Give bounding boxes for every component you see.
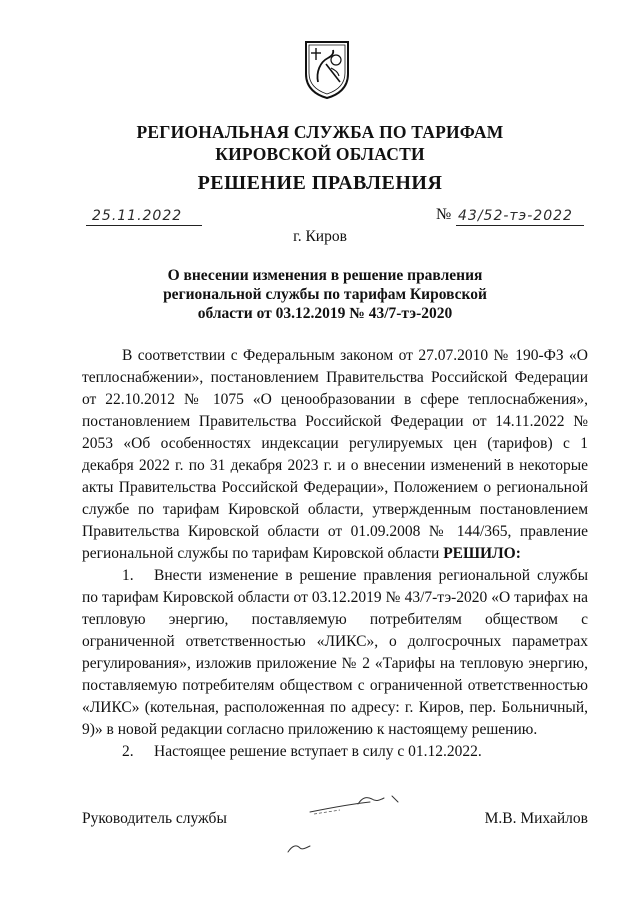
city: г. Киров: [293, 228, 347, 245]
handwritten-signature: [280, 790, 440, 860]
org-name-line1: РЕГИОНАЛЬНАЯ СЛУЖБА ПО ТАРИФАМ: [136, 122, 504, 142]
list-item: [82, 565, 588, 741]
subject-line: региональной службы по тарифам Кировской: [163, 286, 487, 303]
item-text: Внести изменение в решение правления региональной службы по тарифам Кировской области от 03.12.2019 № 43/7-тэ-2020 «О тарифах на тепловую энергию, поставляемую потребителям обществом с ограниченной ответственностью «ЛИКС», о долгосрочных параметрах регулирования», изложив приложение № 2 «Тарифы на тепловую энергию, поставляемую потребителям обществом с ограниченной ответственностью «ЛИКС» (котельная, расположенная по адресу: г. Киров, пер. Больничный, 9)» в новой редакции согласно приложению к настоящему решению.: [82, 567, 588, 738]
decided-keyword: РЕШИЛО:: [443, 545, 521, 562]
document-type: РЕШЕНИЕ ПРАВЛЕНИЯ: [197, 172, 443, 194]
date-underline: [86, 225, 202, 226]
number-underline: [456, 225, 584, 226]
org-name-line2: КИРОВСКОЙ ОБЛАСТИ: [215, 144, 425, 164]
preamble-text: В соответствии с Федеральным законом от 27.07.2010 № 190-ФЗ «О теплоснабжении», постановлением Правительства Российской Федерации от 22.10.2012 № 1075 «О ценообразовании в сфере теплоснабжения», постановлением Правительства Российской Федерации от 14.11.2022 № 2053 «Об особенностях индексации регулируемых цен (тарифов) с 1 декабря 2022 г. по 31 декабря 2023 г. и о внесении изменений в некоторые акты Правительства Российской Федерации», Положением о региональной службе по тарифам Кировской области, утвержденным постановлением Правительства Кировской области от 01.09.2008 № 144/365, правление региональной службы по тарифам Кировской области: [82, 347, 588, 562]
number-label: №: [436, 206, 452, 223]
item-text: Настоящее решение вступает в силу с 01.12.2022.: [154, 743, 482, 760]
item-number: 2.: [122, 743, 134, 760]
signatory-name: М.В. Михайлов: [484, 810, 588, 827]
signatory-position: Руководитель службы: [82, 810, 227, 827]
preamble-paragraph: [82, 345, 588, 565]
document-number: 43/52-тэ-2022: [458, 208, 573, 224]
kirov-coat-of-arms-icon: [302, 38, 352, 100]
document-body: [82, 345, 588, 763]
subject-line: О внесении изменения в решение правления: [167, 267, 483, 284]
list-item: [82, 741, 588, 763]
subject-line: области от 03.12.2019 № 43/7-тэ-2020: [197, 305, 453, 322]
item-number: 1.: [122, 567, 134, 584]
document-subject: [140, 266, 510, 323]
document-date: 25.11.2022: [92, 208, 183, 224]
